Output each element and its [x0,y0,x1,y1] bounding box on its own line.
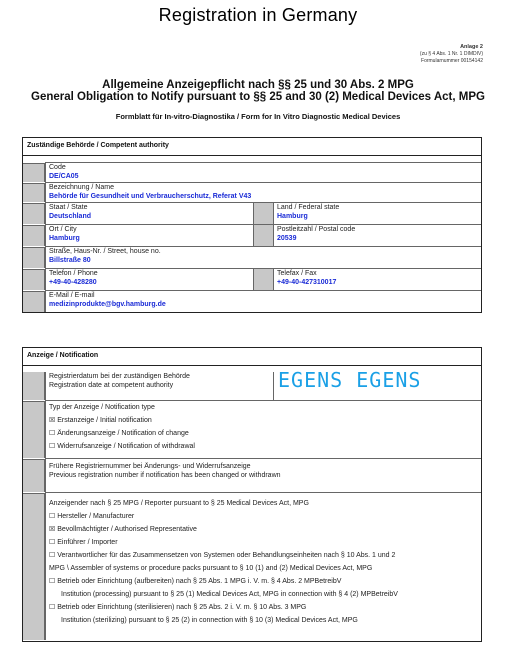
checkbox-initial-notification[interactable]: ☒ Erstanzeige / Initial notification [49,417,152,424]
name-value: Behörde für Gesundheit und Verbraucherschutz, Referat V43 [49,192,252,200]
city-label: Ort / City [49,226,77,233]
name-field[interactable] [45,183,481,202]
checkbox-assembler[interactable]: ☐ Verantwortlicher für das Zusammensetzen von Systemen oder Behandlungseinheiten nach § 10 Abs. 1 und 2 [49,552,396,559]
annex-legal-reference: (zu § 4 Abs. 1 Nr. 1 DIMDIV) [419,51,483,57]
row-code [45,162,481,182]
registration-stamp: EGENS EGENS [278,368,422,392]
row-city [45,224,481,246]
gray-marker [253,203,273,224]
checkbox-change-notification[interactable]: ☐ Änderungsanzeige / Notification of change [49,430,189,437]
sterilizing-text-en: Institution (sterilizing) pursuant to § 25 (2) in connection with § 10 (3) Medical Devices Act, MPG [61,617,358,624]
code-value: DE/CA05 [49,172,79,180]
row-notification-type [45,400,481,458]
phone-label: Telefon / Phone [49,270,98,277]
assembler-text-en: MPG \ Assembler of systems or procedure packs pursuant to § 10 (1) and (2) Medical Devices Act, MPG [49,565,373,572]
gray-marker [23,493,45,640]
postal-code-value: 20539 [277,234,297,242]
gray-marker [23,372,45,400]
form-number: Formularnummer 00154142 [421,58,483,64]
annex-reference [420,44,483,65]
street-field[interactable] [45,247,481,268]
street-value: Billstraße 80 [49,256,91,264]
row-reporter [45,492,481,640]
postal-code-field[interactable] [273,225,481,246]
gray-marker [23,291,45,312]
previous-registration-field[interactable] [45,459,481,492]
registration-date-label-de: Registrierdatum bei der zuständigen Behörde [49,373,190,380]
gray-marker [23,459,45,492]
processing-text-en: Institution (processing) pursuant to § 25 (1) Medical Devices Act, MPG in connection with § 4 (2) MPBetreibV [61,591,398,598]
gray-marker [253,269,273,290]
gray-marker [23,247,45,268]
notification-type-title: Typ der Anzeige / Notification type [49,404,155,411]
state-value: Deutschland [49,212,92,220]
section-title-notification: Anzeige / Notification [23,348,481,366]
registration-date-label-cell [45,372,273,400]
reporter-group [45,493,481,640]
heading-english: General Obligation to Notify pursuant to §§ 25 and 30 (2) Medical Devices Act, MPG [31,91,485,103]
federal-state-field[interactable] [273,203,481,224]
email-field[interactable] [45,291,481,312]
row-previous-registration [45,458,481,492]
gray-marker [23,401,45,458]
fax-value: +49-40-427310017 [277,278,337,286]
registration-date-label-en: Registration date at competent authority [49,381,174,389]
fax-field[interactable] [273,269,481,290]
name-label: Bezeichnung / Name [49,184,114,191]
page-title: Registration in Germany [158,5,358,25]
section-title-authority: Zuständige Behörde / Competent authority [23,138,481,156]
code-field[interactable] [45,163,481,182]
checkbox-manufacturer[interactable]: ☐ Hersteller / Manufacturer [49,513,135,520]
gray-marker [23,183,45,202]
federal-state-value: Hamburg [277,212,308,220]
fax-label: Telefax / Fax [277,270,317,277]
row-phone [45,268,481,290]
heading-german: Allgemeine Anzeigepflicht nach §§ 25 und 30 Abs. 2 MPG [102,79,414,91]
checkbox-importer[interactable]: ☐ Einführer / Importer [49,539,118,546]
city-field[interactable] [45,225,253,246]
row-state [45,202,481,224]
email-label: E-Mail / E-mail [49,292,95,299]
row-email [45,290,481,312]
code-label: Code [49,164,66,171]
row-name [45,182,481,202]
state-label: Staat / State [49,204,88,211]
state-field[interactable] [45,203,253,224]
competent-authority-section [22,137,482,313]
gray-marker [23,225,45,246]
form-subtitle: Formblatt für In-vitro-Diagnostika / Form for In Vitro Diagnostic Medical Devices [115,112,401,121]
checkbox-withdrawal-notification[interactable]: ☐ Widerrufsanzeige / Notification of withdrawal [49,443,195,450]
phone-value: +49-40-428280 [49,278,97,286]
row-street [45,246,481,268]
street-label: Straße, Haus-Nr. / Street, house no. [49,248,161,255]
previous-registration-label-en: Previous registration number if notification has been changed or withdrawn [49,471,281,479]
notification-type-group [45,401,481,458]
email-value: medizinprodukte@bgv.hamburg.de [49,300,166,308]
checkbox-sterilizing-institution[interactable]: ☐ Betrieb oder Einrichtung (sterilisieren) nach § 25 Abs. 2 i. V. m. § 10 Abs. 3 MPG [49,604,307,611]
previous-registration-label-de: Frühere Registriernummer bei Änderungs- und Widerrufsanzeige [49,463,251,470]
reporter-title: Anzeigender nach § 25 MPG / Reporter pursuant to § 25 Medical Devices Act, MPG [49,500,309,507]
gray-marker [253,225,273,246]
postal-code-label: Postleitzahl / Postal code [277,226,356,233]
city-value: Hamburg [49,234,80,242]
checkbox-processing-institution[interactable]: ☐ Betrieb oder Einrichtung (aufbereiten) nach § 25 Abs. 1 MPG i. V. m. § 4 Abs. 2 MPBetreibV [49,578,342,585]
phone-field[interactable] [45,269,253,290]
gray-marker [23,163,45,182]
gray-marker [23,269,45,290]
gray-marker [23,203,45,224]
federal-state-label: Land / Federal state [277,204,340,211]
annex-number: Anlage 2 [460,44,483,50]
checkbox-authorised-representative[interactable]: ☒ Bevollmächtigter / Authorised Representative [49,526,197,533]
